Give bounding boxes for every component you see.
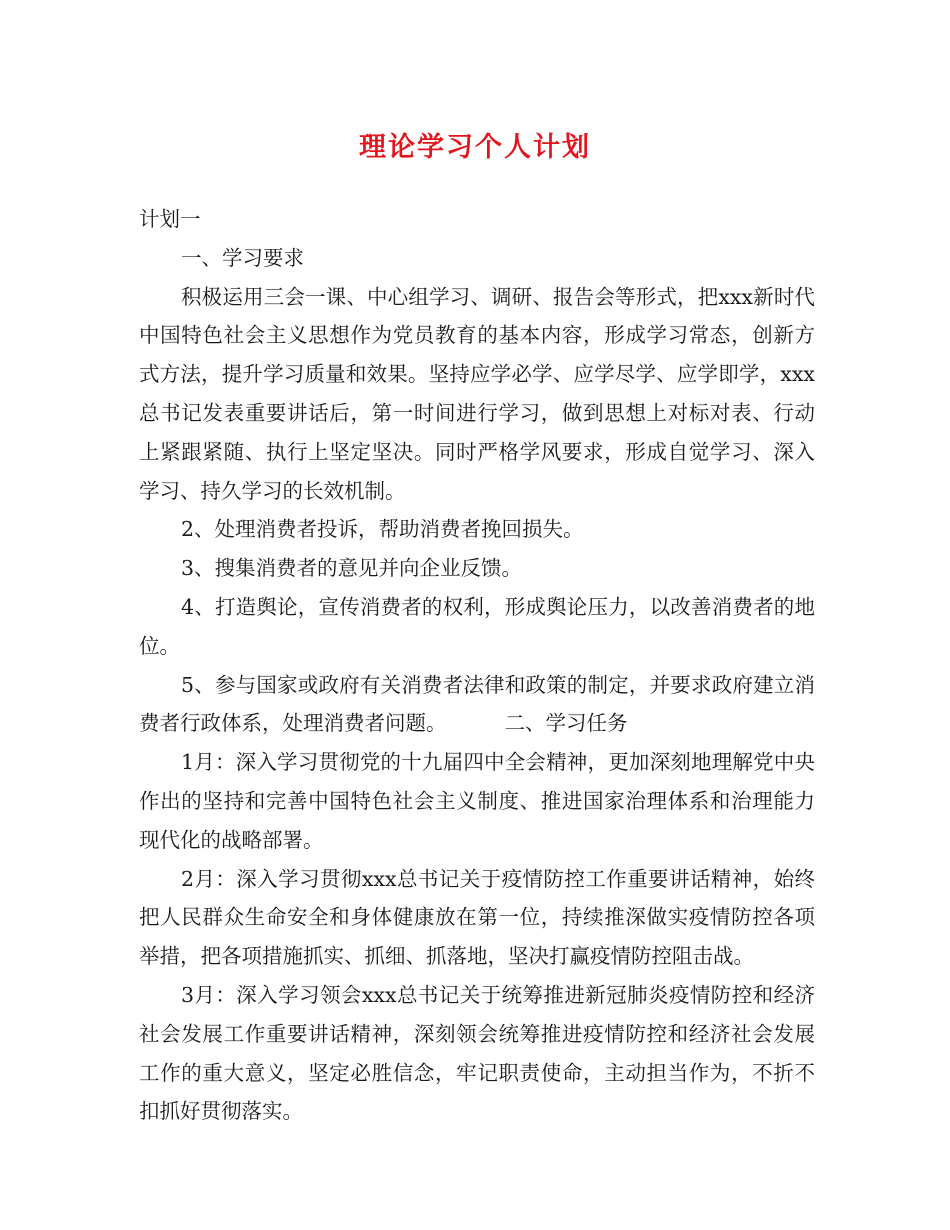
document-title: 理论学习个人计划 (359, 132, 591, 163)
list-item-5-with-heading (139, 666, 815, 744)
section-heading-tasks: 二、学习任务 (504, 711, 628, 736)
list-item-4: 4、打造舆论，宣传消费者的权利，形成舆论压力，以改善消费者的地位。 (139, 594, 815, 658)
list-item-3: 3、搜集消费者的意见并向企业反馈。 (181, 556, 523, 581)
task-month-1: 1月：深入学习贯彻党的十九届四中全会精神，更加深刻地理解党中央作出的坚持和完善中国特色社会主义制度、推进国家治理体系和治理能力现代化的战略部署。 (139, 750, 815, 852)
plan-label: 计划一 (139, 207, 201, 231)
task-month-2: 2月：深入学习贯彻xxx总书记关于疫情防控工作重要讲话精神，始终把人民群众生命安全和身体健康放在第一位，持续推深做实疫情防控各项举措，把各项措施抓实、抓细、抓落地，坚决打赢疫情防控阻击战。 (139, 866, 815, 969)
document-body (139, 200, 815, 1131)
task-month-3: 3月：深入学习领会xxx总书记关于统筹推进新冠肺炎疫情防控和经济社会发展工作重要讲话精神，深刻领会统筹推进疫情防控和经济社会发展工作的重大意义，坚定必胜信念，牢记职责使命，主动担当作为，不折不扣抓好贯彻落实。 (139, 982, 815, 1124)
list-item-5: 5、参与国家或政府有关消费者法律和政策的制定，并要求政府建立消费者行政体系，处理消费者问题。 (139, 672, 815, 736)
list-item-2: 2、处理消费者投诉，帮助消费者挽回损失。 (181, 517, 584, 542)
section-heading-requirements: 一、学习要求 (181, 245, 304, 270)
paragraph-requirements: 积极运用三会一课、中心组学习、调研、报告会等形式，把xxx新时代中国特色社会主义思想作为党员教育的基本内容，形成学习常态，创新方式方法，提升学习质量和效果。坚持应学必学、应学尽学、应学即学，xxx总书记发表重要讲话后，第一时间进行学习，做到思想上对标对表、行动上紧跟紧随、执行上坚定坚决。同时严格学风要求，形成自觉学习、深入学习、持久学习的长效机制。 (139, 284, 815, 503)
